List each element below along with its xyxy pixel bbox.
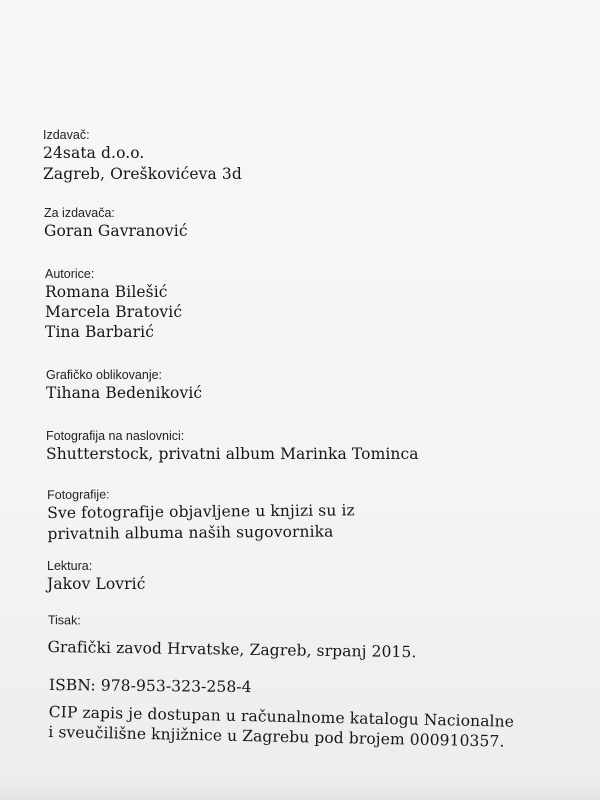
isbn-number: ISBN: 978-953-323-258-4 [48, 675, 252, 697]
section-label: Tisak: [47, 612, 81, 628]
section-line: Jakov Lovrić [47, 575, 146, 593]
photos-section [47, 484, 355, 545]
section-line: Grafički zavod Hrvatske, Zagreb, srpanj 2015. [47, 637, 417, 662]
for-publisher-section [44, 205, 188, 242]
cip-line: CIP zapis je dostupan u računalnome katalogu Nacionalne [48, 702, 515, 731]
cover-photo-section [46, 428, 419, 465]
graphic-design-section [46, 367, 202, 404]
section-label: Fotografija na naslovnici: [46, 429, 185, 443]
section-line: Goran Gavranović [44, 222, 188, 240]
section-line: privatnih albuma naših sugovornika [47, 522, 334, 543]
section-line: Marcela Bratović [45, 303, 183, 321]
section-label: Za izdavača: [44, 206, 115, 220]
section-line: Shutterstock, privatni album Marinka Tominca [46, 445, 419, 463]
section-line: Tina Barbarić [45, 323, 154, 341]
publisher-section [43, 127, 242, 185]
section-label: Grafičko oblikovanje: [46, 368, 163, 382]
authors-section [45, 266, 182, 342]
section-label: Fotografije: [47, 487, 110, 502]
section-label: Izdavač: [43, 128, 90, 142]
cip-line: i sveučilišne knjižnice u Zagrebu pod brojem 000910357. [48, 722, 505, 751]
page-bottom-shadow [0, 782, 600, 800]
section-label: Lektura: [47, 559, 93, 573]
section-line: Sve fotografije objavljene u knjizi su iz [47, 501, 355, 522]
section-label: Autorice: [45, 267, 95, 281]
section-line: 24sata d.o.o. [43, 144, 145, 162]
isbn-section [49, 675, 252, 698]
print-section [47, 612, 417, 663]
section-line: Zagreb, Oreškovićeva 3d [43, 165, 242, 183]
proofreading-section [47, 558, 146, 595]
cip-section [48, 702, 514, 752]
section-line: Romana Bilešić [45, 283, 168, 301]
section-line: Tihana Bedeniković [46, 384, 203, 402]
